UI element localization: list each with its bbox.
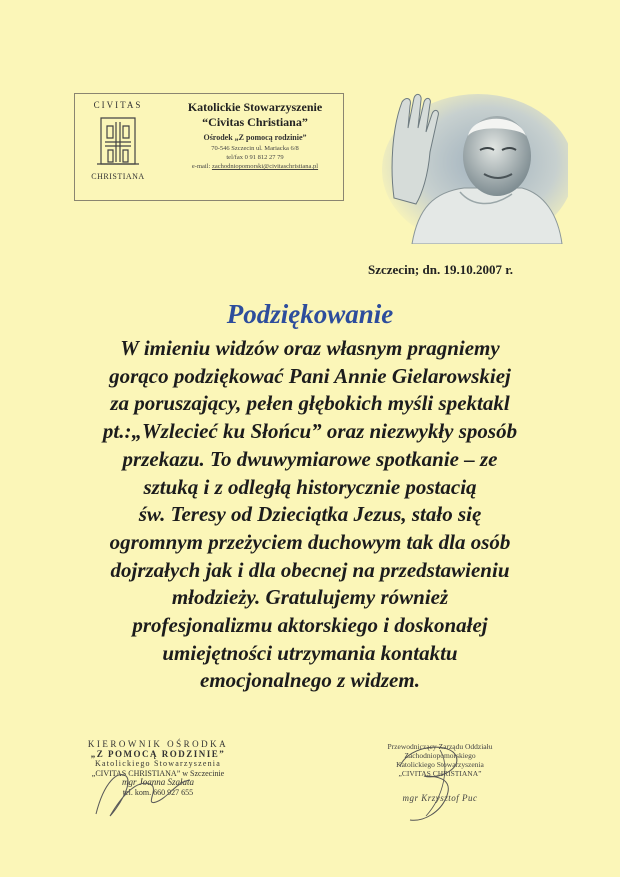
organization-info <box>171 100 339 171</box>
logo-top-text: CIVITAS <box>93 100 143 110</box>
sig-left-branch: „Z POMOCĄ RODZINIE” <box>90 748 226 759</box>
body-line: gorąco podziękować Pani Annie Gielarowskiej <box>109 363 511 388</box>
sig-right-name: mgr Krzysztof Puc <box>402 793 478 803</box>
body-line: sztuką i z odległą historycznie postacią <box>143 474 477 499</box>
letterhead-box <box>74 93 344 201</box>
body-line: za poruszający, pełen głębokich myśli spektakl <box>110 391 510 416</box>
sig-left-org: Katolickiego Stowarzyszenia <box>95 759 221 768</box>
sig-left-name: mgr Joanna Szałata <box>122 777 194 787</box>
church-icon <box>93 112 143 170</box>
org-name-line2: “Civitas Christiana” <box>202 115 308 129</box>
org-branch: Ośrodek „Z pomocą rodzinie” <box>203 133 307 142</box>
org-address: 70-546 Szczecin ul. Mariacka 6/8 <box>211 145 299 152</box>
sig-left-org-city: „CIVITAS CHRISTIANA” w Szczecinie <box>91 768 225 778</box>
signature-block-right <box>365 742 515 803</box>
email-label: e-mail: <box>191 163 211 170</box>
body-line: profesjonalizmu aktorskiego i doskonałej <box>132 613 488 638</box>
body-line: młodzieży. Gratulujemy również <box>171 585 449 610</box>
logo-bottom-text: CHRISTIANA <box>91 172 145 181</box>
date-line: Szczecin; dn. 19.10.2007 r. <box>368 262 514 277</box>
org-phone: tel/fax 0 91 812 27 79 <box>226 154 284 161</box>
sig-left-phone: tel. kom. 660 927 655 <box>122 787 194 797</box>
body-line: pt.:„Wzlecieć ku Słońcu” oraz niezwykły sposób <box>102 419 518 444</box>
body-line: umiejętności utrzymania kontaktu <box>162 640 458 665</box>
email-link[interactable]: zachodniopomorski@civitaschristiana.pl <box>211 163 319 170</box>
sig-right-org: Katolickiego Stowarzyszenia <box>396 760 484 769</box>
sig-right-org-name: „CIVITAS CHRISTIANA” <box>398 769 482 778</box>
body-line: W imieniu widzów oraz własnym pragniemy <box>120 336 500 360</box>
sig-right-region: Zachodniopomorskiego <box>404 751 476 760</box>
sig-left-title: KIEROWNIK OŚRODKA <box>87 739 229 749</box>
body-line: św. Teresy od Dzieciątka Jezus, stało się <box>138 502 482 527</box>
org-email-line <box>171 162 339 171</box>
letter-body <box>40 335 580 695</box>
body-line: dojrzałych jak i dla obecnej na przedstawieniu <box>110 557 510 582</box>
civitas-logo <box>83 100 153 192</box>
body-line: ogromnym przeżyciem duchowym tak dla osób <box>109 529 511 554</box>
letter-title: Podziękowanie <box>226 299 394 329</box>
pope-photo <box>372 88 568 244</box>
org-name-line1: Katolickie Stowarzyszenie <box>187 100 323 114</box>
body-line: przekazu. To dwuwymiarowe spotkanie – ze <box>122 446 498 471</box>
body-line: emocjonalnego z widzem. <box>200 668 420 693</box>
sig-right-title: Przewodniczący Zarządu Oddziału <box>387 742 493 751</box>
signature-block-left <box>78 740 238 797</box>
